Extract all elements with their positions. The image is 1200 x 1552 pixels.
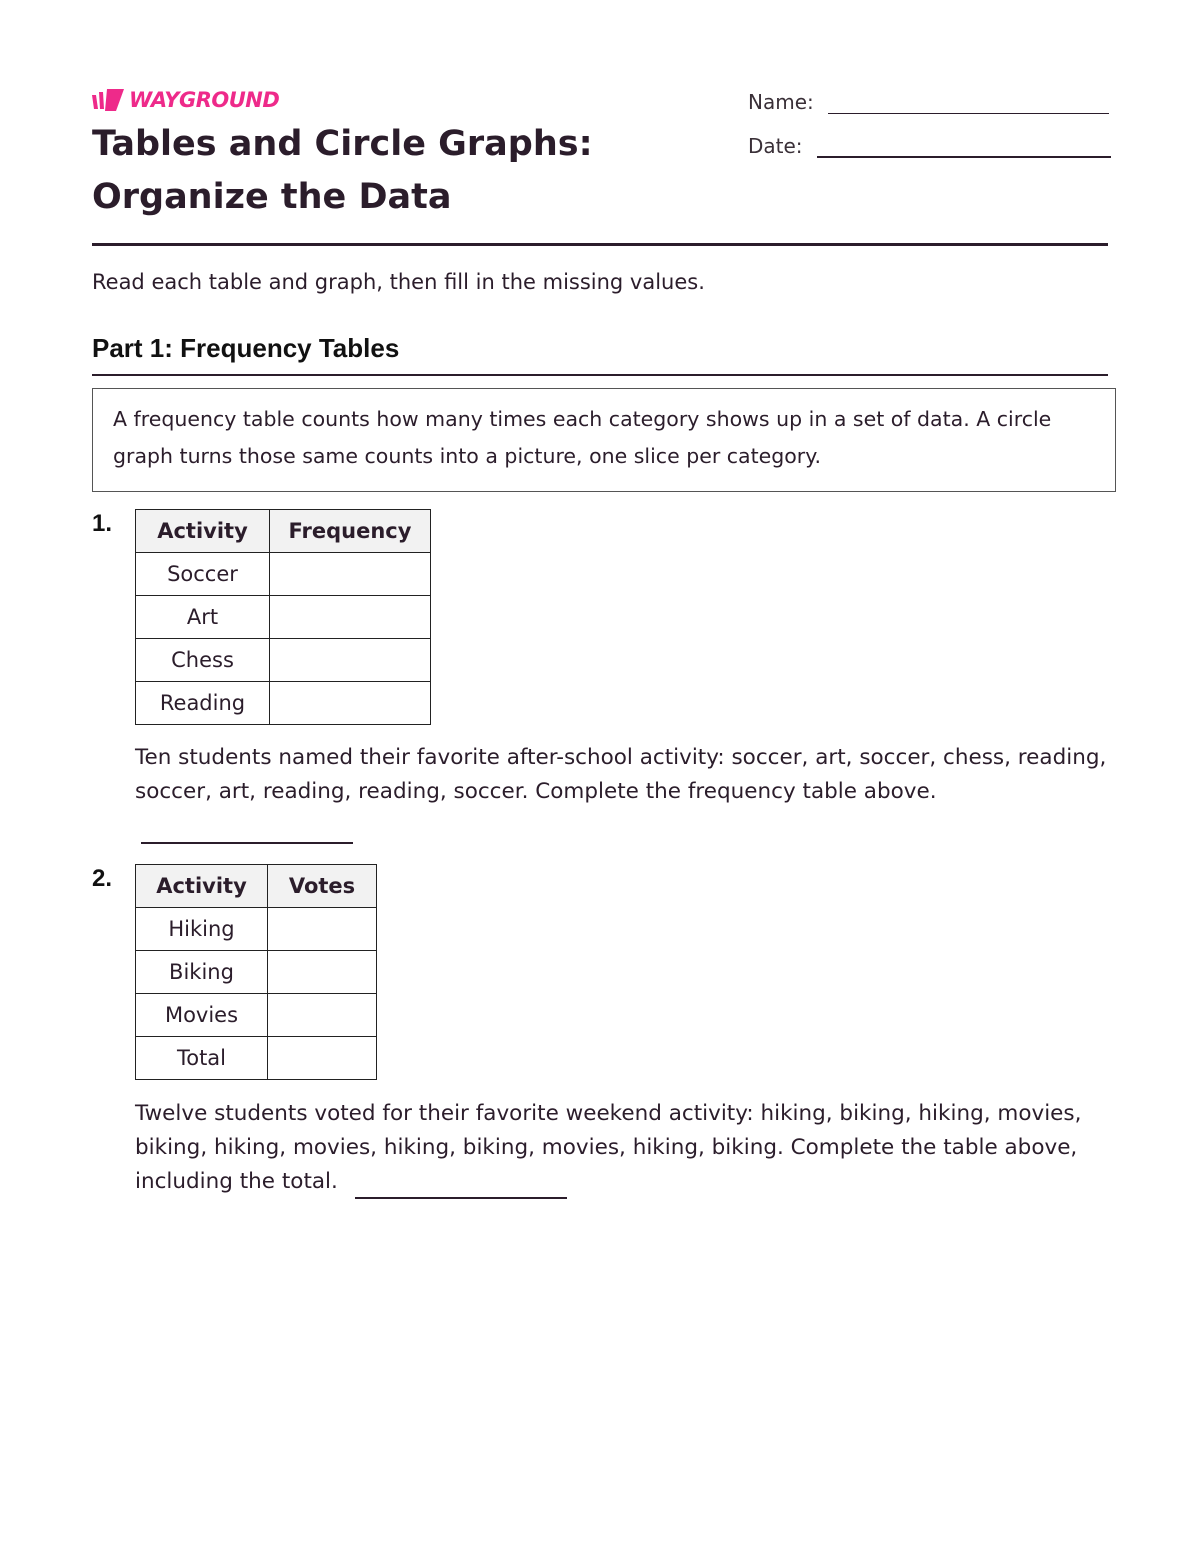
instructions-text: Read each table and graph, then fill in the missing values. [92, 270, 705, 294]
name-answer-line[interactable] [828, 93, 1109, 114]
name-field[interactable] [748, 90, 1109, 114]
table-row [136, 639, 431, 682]
info-box: A frequency table counts how many times each category shows up in a set of data. A circle graph turns those same counts into a picture, one slice per category. [92, 388, 1116, 492]
answer-line[interactable] [141, 842, 353, 844]
row-label: Biking [136, 951, 268, 994]
date-label: Date: [748, 134, 803, 158]
table-row [136, 908, 377, 951]
header-divider [92, 243, 1108, 246]
table-row [136, 1037, 377, 1080]
answer-cell[interactable] [270, 553, 431, 596]
name-label: Name: [748, 90, 814, 114]
page-title: Tables and Circle Graphs: Organize the Data [92, 124, 593, 217]
row-label: Total [136, 1037, 268, 1080]
date-answer-line[interactable] [817, 136, 1111, 158]
row-label: Reading [136, 682, 270, 725]
answer-cell[interactable] [268, 994, 377, 1037]
wayground-logo-icon [92, 89, 125, 111]
answer-line[interactable] [355, 1197, 567, 1199]
row-label: Soccer [136, 553, 270, 596]
answer-cell[interactable] [268, 1037, 377, 1080]
column-header: Activity [136, 865, 268, 908]
answer-cell[interactable] [270, 596, 431, 639]
date-field[interactable] [748, 134, 1111, 158]
column-header: Frequency [270, 510, 431, 553]
table-row [136, 553, 431, 596]
answer-cell[interactable] [270, 639, 431, 682]
table-row [136, 951, 377, 994]
table-row [136, 682, 431, 725]
frequency-table-1 [135, 509, 431, 725]
frequency-table-2 [135, 864, 377, 1080]
question-number: 2. [92, 865, 113, 892]
row-label: Hiking [136, 908, 268, 951]
table-row [136, 596, 431, 639]
row-label: Chess [136, 639, 270, 682]
column-header: Activity [136, 510, 270, 553]
part1-divider [92, 374, 1108, 376]
table-header-row [136, 510, 431, 553]
answer-cell[interactable] [268, 951, 377, 994]
column-header: Votes [268, 865, 377, 908]
brand-logo-text: WAYGROUND [129, 88, 280, 112]
question-text: Twelve students voted for their favorite weekend activity: hiking, biking, hiking, movies, biking, hiking, movies, hiking, biking, movies, hiking, biking. Complete the table above, including the total. [135, 1101, 1082, 1194]
row-label: Movies [136, 994, 268, 1037]
row-label: Art [136, 596, 270, 639]
question-text: Ten students named their favorite after-school activity: soccer, art, soccer, chess, reading, soccer, art, reading, reading, soccer. Complete the frequency table above. [135, 745, 1107, 804]
answer-cell[interactable] [270, 682, 431, 725]
question-number: 1. [92, 510, 113, 537]
brand-logo [92, 88, 279, 112]
answer-cell[interactable] [268, 908, 377, 951]
table-row [136, 994, 377, 1037]
table-header-row [136, 865, 377, 908]
part1-heading: Part 1: Frequency Tables [92, 333, 400, 363]
